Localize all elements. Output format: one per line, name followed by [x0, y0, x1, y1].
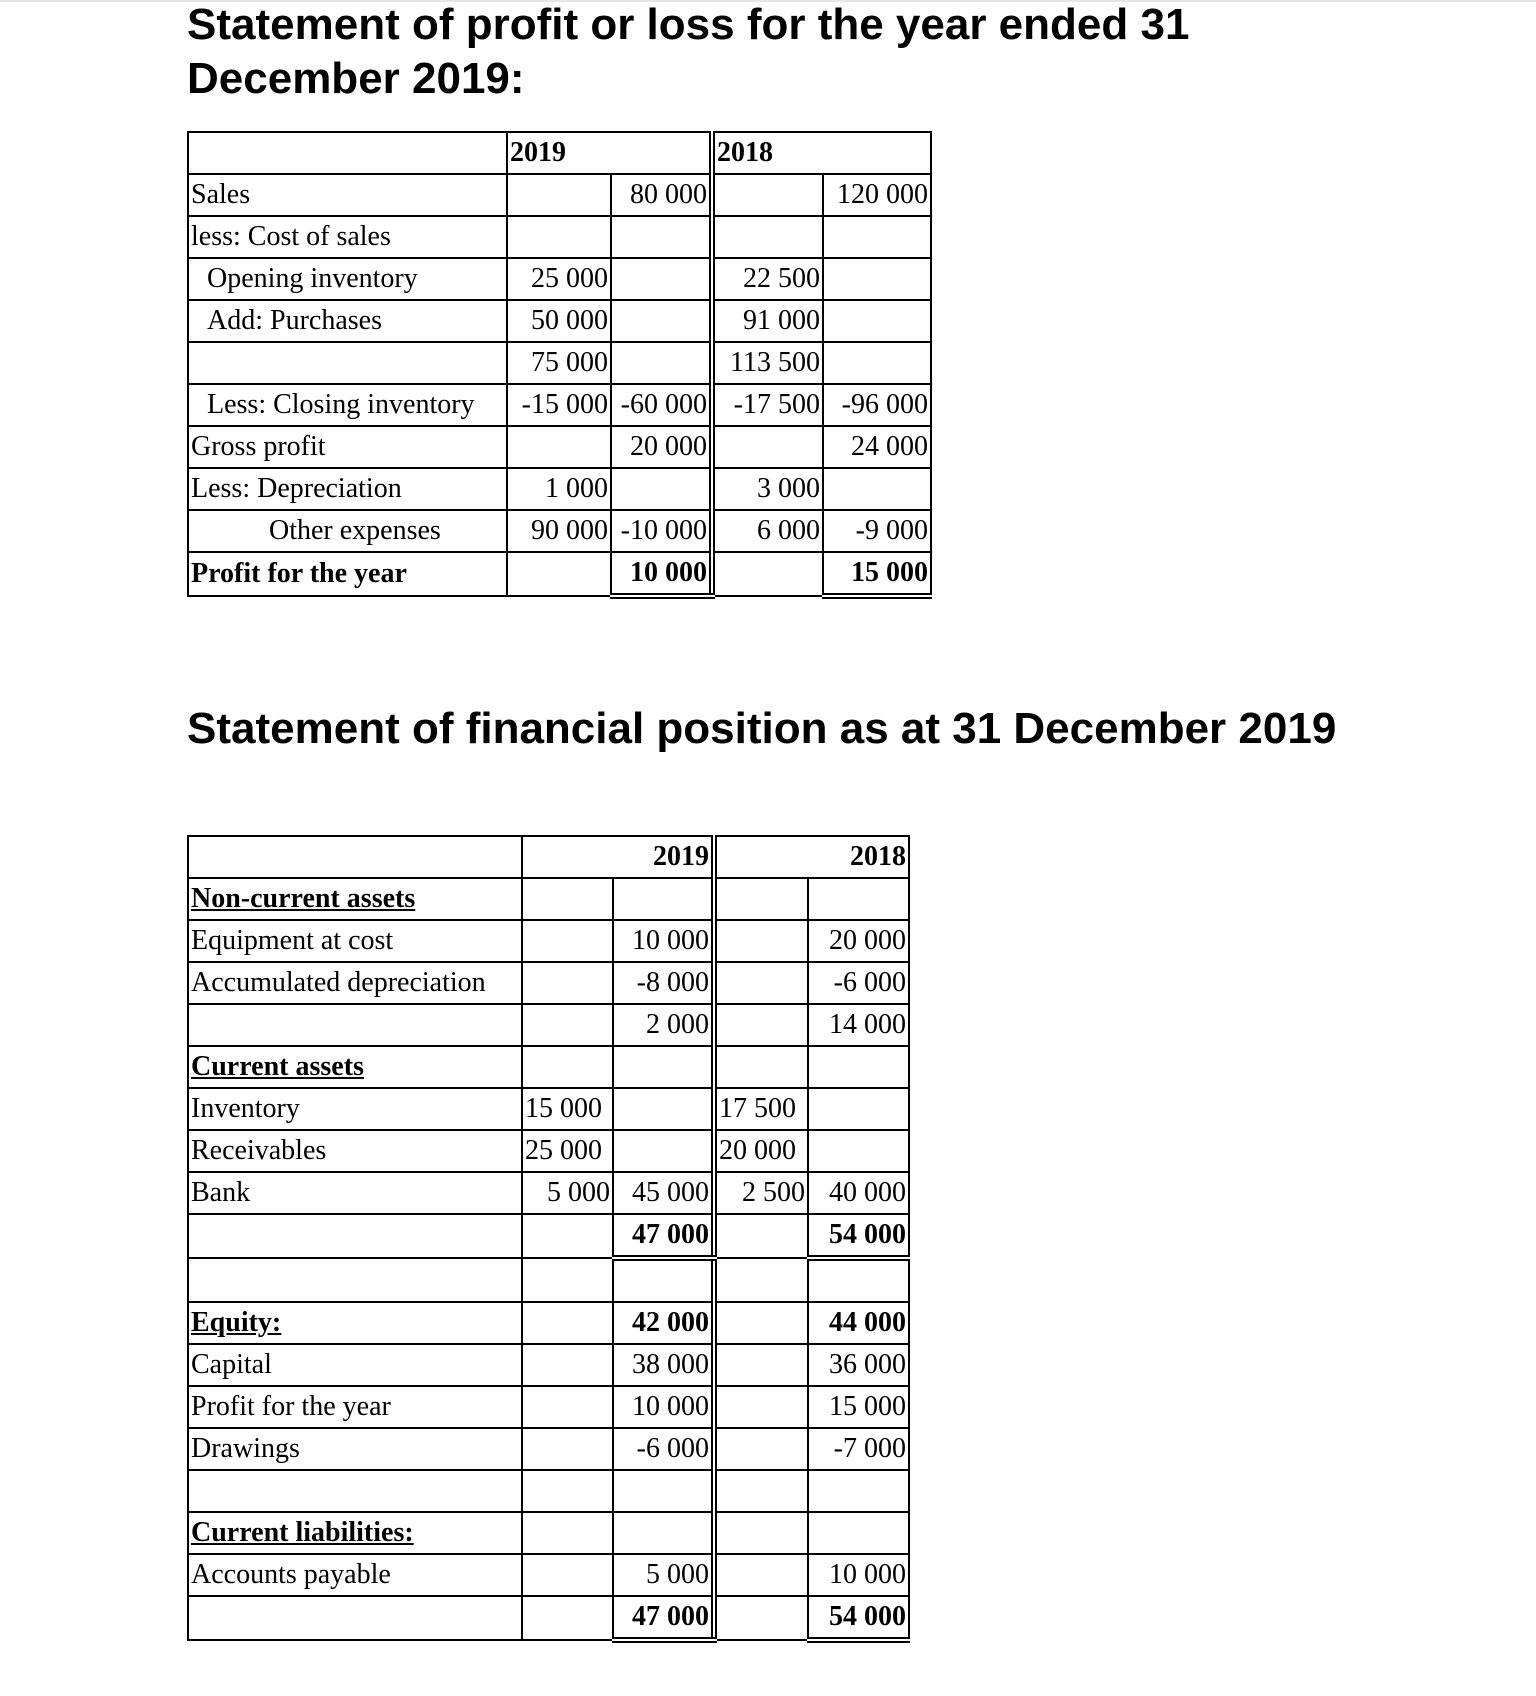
cell-2019-total: 10 000 [613, 920, 714, 962]
row-label: Receivables [188, 1130, 522, 1172]
cell-2018-total: 54 000 [808, 1214, 909, 1258]
table-row [188, 1344, 909, 1386]
cell-2019-total [611, 342, 712, 384]
pl-profit-row [188, 552, 931, 596]
row-label [188, 1004, 522, 1046]
cell-2018-inner [714, 1512, 808, 1554]
cell-2018-inner [714, 1214, 808, 1258]
cell-2019-inner [507, 552, 611, 596]
row-label: Accounts payable [188, 1554, 522, 1596]
cell-2018-inner: 113 500 [712, 342, 823, 384]
table-row [188, 1386, 909, 1428]
table-row [188, 426, 931, 468]
row-label: Equipment at cost [188, 920, 522, 962]
cell-2018-total [808, 1470, 909, 1512]
cell-2019-total [613, 1130, 714, 1172]
fp-liabilities-total-row [188, 1596, 909, 1640]
row-label: Bank [188, 1172, 522, 1214]
fp-header-label [188, 836, 522, 878]
cell-2018-total [808, 878, 909, 920]
cell-2019-total [613, 1258, 714, 1302]
cell-2019-total: 80 000 [611, 174, 712, 216]
cell-2018-inner: 17 500 [714, 1088, 808, 1130]
table-row [188, 1428, 909, 1470]
cell-2018-total: 14 000 [808, 1004, 909, 1046]
pl-year-2018: 2018 [712, 132, 931, 174]
row-label: Drawings [188, 1428, 522, 1470]
table-row [188, 920, 909, 962]
pl-header-label [188, 132, 507, 174]
cell-2019-total: 38 000 [613, 1344, 714, 1386]
cell-2019-total: 45 000 [613, 1172, 714, 1214]
cell-2018-inner: 20 000 [714, 1130, 808, 1172]
cell-2019-inner: 50 000 [507, 300, 611, 342]
cell-2018-total: 10 000 [808, 1554, 909, 1596]
cell-2019-total [613, 1470, 714, 1512]
cell-2019-total [611, 300, 712, 342]
pl-year-2019: 2019 [507, 132, 712, 174]
cell-2019-total: -10 000 [611, 510, 712, 552]
cell-2018-total [823, 300, 931, 342]
fp-header-row [188, 836, 909, 878]
row-label: Gross profit [188, 426, 507, 468]
cell-2018-total: -9 000 [823, 510, 931, 552]
cell-2019-inner [522, 1386, 613, 1428]
cell-2019-total: 2 000 [613, 1004, 714, 1046]
table-row [188, 1088, 909, 1130]
cell-2019-inner [522, 1258, 613, 1302]
cell-2018-inner [712, 426, 823, 468]
row-label: Profit for the year [188, 1386, 522, 1428]
table-row [188, 174, 931, 216]
cell-2019-inner [507, 426, 611, 468]
cell-2019-inner [522, 1302, 613, 1344]
row-label: Capital [188, 1344, 522, 1386]
pl-header-row [188, 132, 931, 174]
cell-2018-inner [714, 1004, 808, 1046]
cell-2018-total: 20 000 [808, 920, 909, 962]
cell-2018-total [823, 258, 931, 300]
cell-2019-inner [522, 962, 613, 1004]
table-row [188, 384, 931, 426]
cell-2019-total: 47 000 [613, 1596, 714, 1640]
cell-2019-total: -6 000 [613, 1428, 714, 1470]
row-label: Profit for the year [188, 552, 507, 596]
row-label: Inventory [188, 1088, 522, 1130]
profit-loss-title: Statement of profit or loss for the year ended 31 December 2019: [187, 0, 1190, 103]
cell-2019-inner [522, 878, 613, 920]
cell-2019-inner [522, 1428, 613, 1470]
fp-assets-total-row [188, 1214, 909, 1258]
cell-2019-inner [507, 216, 611, 258]
cell-2018-total: 120 000 [823, 174, 931, 216]
cell-2018-total [823, 342, 931, 384]
cell-2019-total [611, 468, 712, 510]
cell-2019-total [613, 1512, 714, 1554]
cell-2019-total: -8 000 [613, 962, 714, 1004]
profit-loss-table [187, 131, 932, 599]
cell-2019-inner [522, 1004, 613, 1046]
cell-2019-inner [522, 1512, 613, 1554]
cell-2019-inner: 25 000 [507, 258, 611, 300]
cell-2019-inner: 25 000 [522, 1130, 613, 1172]
cell-2018-inner [714, 1258, 808, 1302]
table-row [188, 258, 931, 300]
cell-2018-total: 15 000 [823, 552, 931, 596]
cell-2019-inner [522, 1554, 613, 1596]
cell-2018-total [808, 1258, 909, 1302]
cell-2019-inner: 1 000 [507, 468, 611, 510]
table-row [188, 216, 931, 258]
row-label: Current liabilities: [188, 1512, 522, 1554]
row-label: Add: Purchases [188, 300, 507, 342]
cell-2018-inner [714, 1302, 808, 1344]
row-label: Other expenses [188, 510, 507, 552]
table-row [188, 1258, 909, 1302]
cell-2018-inner [712, 174, 823, 216]
row-label: Less: Closing inventory [188, 384, 507, 426]
cell-2019-inner [522, 1214, 613, 1258]
table-row [188, 1470, 909, 1512]
cell-2018-total: -6 000 [808, 962, 909, 1004]
cell-2018-inner [714, 920, 808, 962]
row-label: Current assets [188, 1046, 522, 1088]
table-row [188, 1004, 909, 1046]
cell-2018-total [823, 468, 931, 510]
row-label: less: Cost of sales [188, 216, 507, 258]
cell-2019-total: 20 000 [611, 426, 712, 468]
cell-2019-total: 47 000 [613, 1214, 714, 1258]
table-row [188, 1554, 909, 1596]
cell-2018-total [808, 1088, 909, 1130]
row-label [188, 1470, 522, 1512]
cell-2019-inner: -15 000 [507, 384, 611, 426]
table-row [188, 342, 931, 384]
cell-2019-inner: 15 000 [522, 1088, 613, 1130]
cell-2019-inner [507, 174, 611, 216]
cell-2018-inner [714, 878, 808, 920]
cell-2018-total [823, 216, 931, 258]
cell-2019-total [611, 258, 712, 300]
cell-2018-inner [712, 216, 823, 258]
cell-2018-inner: 22 500 [712, 258, 823, 300]
cell-2018-inner [712, 552, 823, 596]
table-row [188, 878, 909, 920]
row-label: Less: Depreciation [188, 468, 507, 510]
cell-2018-inner: -17 500 [712, 384, 823, 426]
cell-2019-inner [522, 1344, 613, 1386]
cell-2018-inner: 6 000 [712, 510, 823, 552]
cell-2019-inner [522, 1046, 613, 1088]
cell-2018-inner: 91 000 [712, 300, 823, 342]
cell-2019-inner [522, 920, 613, 962]
cell-2018-inner [714, 1386, 808, 1428]
cell-2018-total [808, 1130, 909, 1172]
cell-2019-total: 42 000 [613, 1302, 714, 1344]
table-row [188, 1172, 909, 1214]
cell-2019-inner: 75 000 [507, 342, 611, 384]
cell-2018-total [808, 1512, 909, 1554]
cell-2018-total: 15 000 [808, 1386, 909, 1428]
fp-year-2018: 2018 [714, 836, 909, 878]
cell-2019-total [613, 1088, 714, 1130]
cell-2018-total: 24 000 [823, 426, 931, 468]
cell-2019-inner [522, 1470, 613, 1512]
cell-2018-inner: 3 000 [712, 468, 823, 510]
financial-position-table [187, 835, 910, 1643]
row-label: Equity: [188, 1302, 522, 1344]
table-row [188, 510, 931, 552]
cell-2019-total: 10 000 [611, 552, 712, 596]
cell-2018-total: 44 000 [808, 1302, 909, 1344]
cell-2018-inner [714, 1470, 808, 1512]
cell-2019-inner [522, 1596, 613, 1640]
table-row [188, 1046, 909, 1088]
row-label: Sales [188, 174, 507, 216]
table-row [188, 1130, 909, 1172]
row-label [188, 342, 507, 384]
fp-year-2019: 2019 [522, 836, 714, 878]
cell-2019-total [613, 1046, 714, 1088]
table-row [188, 1302, 909, 1344]
cell-2018-inner [714, 1344, 808, 1386]
cell-2018-inner [714, 1554, 808, 1596]
table-row [188, 468, 931, 510]
row-label [188, 1258, 522, 1302]
table-row [188, 300, 931, 342]
table-row [188, 962, 909, 1004]
cell-2018-inner [714, 1428, 808, 1470]
table-row [188, 1512, 909, 1554]
row-label: Opening inventory [188, 258, 507, 300]
cell-2018-total: 36 000 [808, 1344, 909, 1386]
cell-2018-inner [714, 1046, 808, 1088]
cell-2018-inner: 2 500 [714, 1172, 808, 1214]
cell-2019-total: 5 000 [613, 1554, 714, 1596]
cell-2018-total: 40 000 [808, 1172, 909, 1214]
cell-2018-inner [714, 962, 808, 1004]
financial-position-title: Statement of financial position as at 31 December 2019 [187, 704, 1337, 753]
row-label: Accumulated depreciation [188, 962, 522, 1004]
row-label [188, 1214, 522, 1258]
row-label [188, 1596, 522, 1640]
cell-2019-total [611, 216, 712, 258]
cell-2019-total: -60 000 [611, 384, 712, 426]
cell-2018-total: 54 000 [808, 1596, 909, 1640]
cell-2018-inner [714, 1596, 808, 1640]
cell-2019-total [613, 878, 714, 920]
cell-2019-inner: 5 000 [522, 1172, 613, 1214]
cell-2018-total: -96 000 [823, 384, 931, 426]
cell-2019-total: 10 000 [613, 1386, 714, 1428]
cell-2019-inner: 90 000 [507, 510, 611, 552]
cell-2018-total: -7 000 [808, 1428, 909, 1470]
cell-2018-total [808, 1046, 909, 1088]
row-label: Non-current assets [188, 878, 522, 920]
